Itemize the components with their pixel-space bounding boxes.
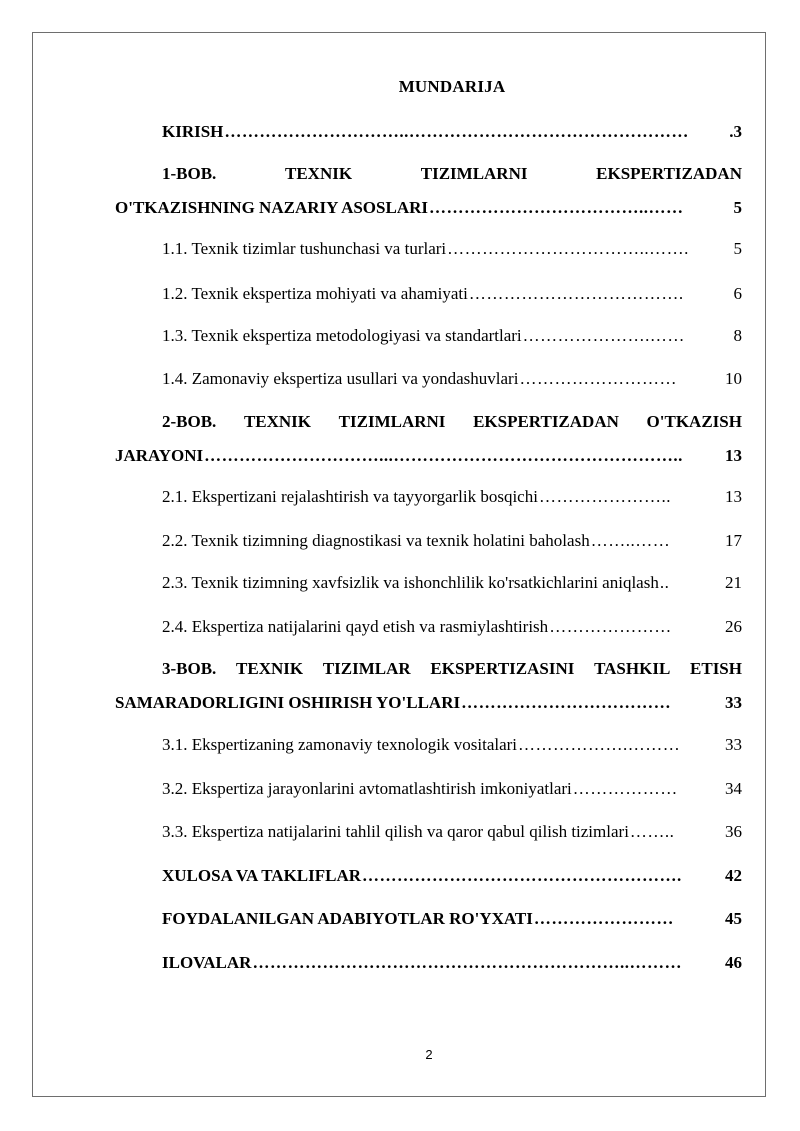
toc-heading-word: ETISH [690, 659, 742, 678]
toc-heading-word: EKSPERTIZADAN [473, 412, 619, 431]
toc-page-number: 46 [725, 953, 742, 972]
toc-entry-1-1[interactable] [162, 239, 742, 259]
toc-heading-word: TIZIMLAR [322, 659, 411, 678]
toc-page-number: 6 [733, 284, 742, 303]
toc-entry-bob2[interactable] [115, 412, 742, 466]
toc-entry-xulosa[interactable] [162, 866, 742, 886]
toc-entry-label: FOYDALANILGAN ADABIYOTLAR RO'YXATI [162, 909, 533, 928]
toc-entry-2-2[interactable] [162, 531, 742, 551]
toc-leader-dots: ……………………………..……. [447, 239, 689, 258]
toc-heading-word: 1-BOB. [162, 164, 217, 183]
toc-entry-3-2[interactable] [162, 779, 742, 799]
toc-page-number: 5 [733, 239, 742, 258]
toc-leader-dots: …………………… [533, 909, 674, 928]
toc-heading-word: TIZIMLARNI [420, 164, 528, 183]
toc-entry-3-3[interactable] [162, 822, 742, 842]
toc-page-number: 21 [725, 573, 742, 592]
toc-leader-dots: ………………………………. [468, 284, 684, 303]
toc-entry-foydalanilgan[interactable] [162, 909, 742, 929]
toc-entry-ilovalar[interactable] [162, 953, 742, 973]
toc-page-number: 10 [725, 369, 742, 388]
toc-page-number: 5 [733, 198, 742, 217]
toc-page-number: 26 [725, 617, 742, 636]
toc-heading-word: EKSPERTIZADAN [596, 164, 742, 183]
toc-leader-dots: ………………………………………………………..……… [252, 953, 682, 972]
toc-entry-label: 1.2. Texnik ekspertiza mohiyati va ahamiyati [162, 284, 468, 303]
toc-leader-dots: ……………….……… [518, 735, 681, 754]
toc-page-number: .3 [729, 122, 742, 141]
toc-entry-1-4[interactable] [162, 369, 742, 389]
toc-leader-dots: …………………………...………………………………………….. [204, 446, 683, 465]
toc-page-number: 17 [725, 531, 742, 550]
toc-leader-dots: ………………………………………………. [362, 866, 682, 885]
toc-leader-dots: ………………………………..…… [429, 198, 684, 217]
toc-heading-word: TIZIMLARNI [338, 412, 446, 431]
toc-entry-label: SAMARADORLIGINI OSHIRISH YO'LLARI [115, 693, 461, 712]
toc-entry-label: 3.3. Ekspertiza natijalarini tahlil qilish va qaror qabul qilish tizimlari [162, 822, 629, 841]
toc-page-number: 45 [725, 909, 742, 928]
toc-heading-word: TEXNIK [236, 659, 304, 678]
toc-heading-word: TEXNIK [284, 164, 353, 183]
toc-page-number: 13 [725, 446, 742, 465]
toc-leader-dots: …………………………..………………………………………… [224, 122, 689, 141]
page-number-footer: 2 [425, 1047, 433, 1062]
toc-heading-word: EKSPERTIZASINI [430, 659, 575, 678]
toc-entry-label: 2.1. Ekspertizani rejalashtirish va tayyorgarlik bosqichi [162, 487, 538, 506]
toc-page-number: 13 [725, 487, 742, 506]
toc-page-number: 36 [725, 822, 742, 841]
toc-entry-label: ILOVALAR [162, 953, 252, 972]
toc-heading-word: 2-BOB. [162, 412, 217, 431]
toc-entry-label: 1.1. Texnik tizimlar tushunchasi va turlari [162, 239, 447, 258]
toc-entry-label: JARAYONI [115, 446, 204, 465]
toc-entry-label: KIRISH [162, 122, 224, 141]
toc-entry-label: 3.2. Ekspertiza jarayonlarini avtomatlashtirish imkoniyatlari [162, 779, 572, 798]
toc-entry-label: O'TKAZISHNING NAZARIY ASOSLARI [115, 198, 428, 217]
toc-entry-bob3[interactable] [115, 659, 742, 713]
toc-heading-word: TASHKIL [594, 659, 671, 678]
toc-entry-label: 1.3. Texnik ekspertiza metodologiyasi va standartlari [162, 326, 522, 345]
toc-heading-word: TEXNIK [243, 412, 312, 431]
toc-page-number: 34 [725, 779, 742, 798]
toc-leader-dots: ………………… [549, 617, 672, 636]
toc-entry-label: 1.4. Zamonaviy ekspertiza usullari va yondashuvlari [162, 369, 519, 388]
toc-page-number: 42 [725, 866, 742, 885]
toc-entry-2-3[interactable] [162, 573, 742, 593]
toc-entry-3-1[interactable] [162, 735, 742, 755]
toc-page-number: 33 [725, 693, 742, 712]
toc-entry-1-3[interactable] [162, 326, 742, 346]
toc-leader-dots: .. [659, 573, 670, 592]
toc-title: MUNDARIJA [398, 77, 506, 96]
toc-entry-label: 3.1. Ekspertizaning zamonaviy texnologik vositalari [162, 735, 518, 754]
toc-entry-2-1[interactable] [162, 487, 742, 507]
toc-entry-label: 2.2. Texnik tizimning diagnostikasi va texnik holatini baholash [162, 531, 590, 550]
toc-leader-dots: ………………….. [538, 487, 671, 506]
toc-entry-1-2[interactable] [162, 284, 742, 304]
toc-entry-label: 2.3. Texnik tizimning xavfsizlik va ishonchlilik ko'rsatkichlarini aniqlash [162, 573, 659, 592]
toc-entry-bob1[interactable] [115, 164, 742, 218]
toc-leader-dots: …….. [629, 822, 675, 841]
toc-leader-dots: ………………….…… [522, 326, 685, 345]
toc-leader-dots: ……………… [572, 779, 678, 798]
toc-entry-kirish[interactable] [162, 122, 742, 142]
toc-entry-label: 2.4. Ekspertiza natijalarini qayd etish va rasmiylashtirish [162, 617, 549, 636]
toc-heading-word: O'TKAZISH [646, 412, 742, 431]
toc-leader-dots: ……………………………… [461, 693, 672, 712]
toc-leader-dots: ……………………… [519, 369, 677, 388]
toc-page-number: 8 [733, 326, 742, 345]
toc-page-number: 33 [725, 735, 742, 754]
toc-leader-dots: ……..…… [590, 531, 671, 550]
toc-entry-2-4[interactable] [162, 617, 742, 637]
toc-entry-label: XULOSA VA TAKLIFLAR [162, 866, 362, 885]
toc-heading-word: 3-BOB. [162, 659, 217, 678]
